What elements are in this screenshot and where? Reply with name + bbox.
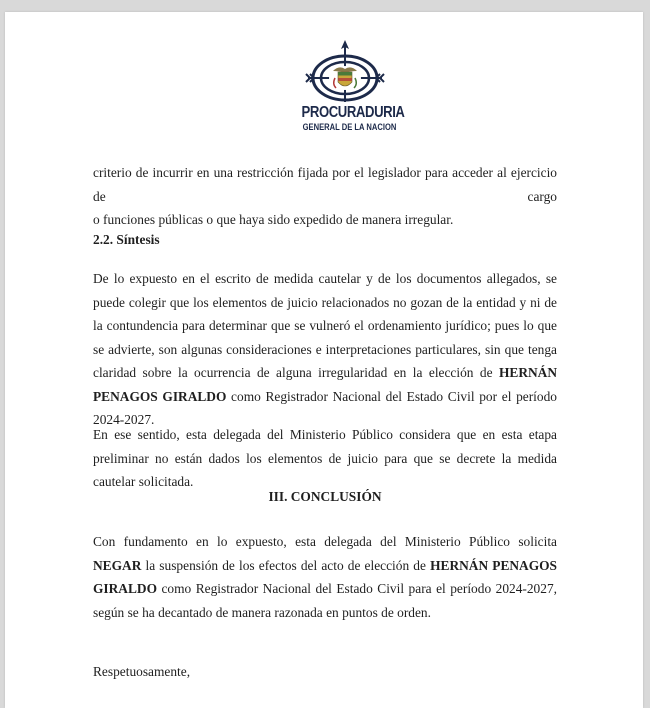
conclusion-paragraph xyxy=(93,530,557,624)
synthesis-text-end: como Registrador Nacional del Estado Civil por el período 2024-2027. xyxy=(93,388,557,427)
synthesis-paragraph-2: En ese sentido, esta delegada del Ministerio Público considera que en esta etapa preliminar no están dados los elementos de juicio para que se decrete la medida cautelar solicitada. xyxy=(93,427,557,489)
synthesis-heading: 2.2. Síntesis xyxy=(93,232,160,247)
intro-line-2: o funciones públicas o que haya sido expedido de manera irregular. xyxy=(93,212,454,227)
decision-word: NEGAR xyxy=(93,557,142,573)
logo-title: PROCURADURIA xyxy=(301,104,405,121)
candidate-name: HERNÁN PENAGOS GIRALDO xyxy=(93,365,557,404)
conclusion-text-1: Con fundamento en lo expuesto, esta delegada del Ministerio Público solicita xyxy=(93,534,557,549)
document-page xyxy=(5,12,643,708)
candidate-name-2: HERNÁN PENAGOS GIRALDO xyxy=(93,557,557,596)
intro-paragraph xyxy=(93,161,557,232)
conclusion-text-3: como Registrador Nacional del Estado Civil para el período 2024-2027, según se ha decantado de manera razonada en puntos de orden. xyxy=(93,581,557,620)
intro-line-1: criterio de incurrir en una restricción fijada por el legislador para acceder al ejercicio de cargo xyxy=(93,165,557,204)
conclusion-text-2: la suspensión de los efectos del acto de elección de xyxy=(141,557,431,573)
procuraduria-logo xyxy=(292,40,405,140)
logo-subtitle: GENERAL DE LA NACION xyxy=(302,122,397,133)
compass-emblem-icon xyxy=(302,40,388,106)
conclusion-heading: III. CONCLUSIÓN xyxy=(268,489,382,504)
closing-salutation: Respetuosamente, xyxy=(93,664,191,679)
synthesis-text: De lo expuesto en el escrito de medida cautelar y de los documentos allegados, se puede colegir que los elementos de juicio relacionados no gozan de la entidad y ni de la contundencia para determinar que se vulneró el ordenamiento jurídico; pues lo que se advierte, son algunas consideraciones e interpretaciones particulares, sin que tenga claridad sobre la ocurrencia de alguna irregularidad en la elección de xyxy=(93,271,557,380)
synthesis-paragraph-1 xyxy=(93,267,557,432)
